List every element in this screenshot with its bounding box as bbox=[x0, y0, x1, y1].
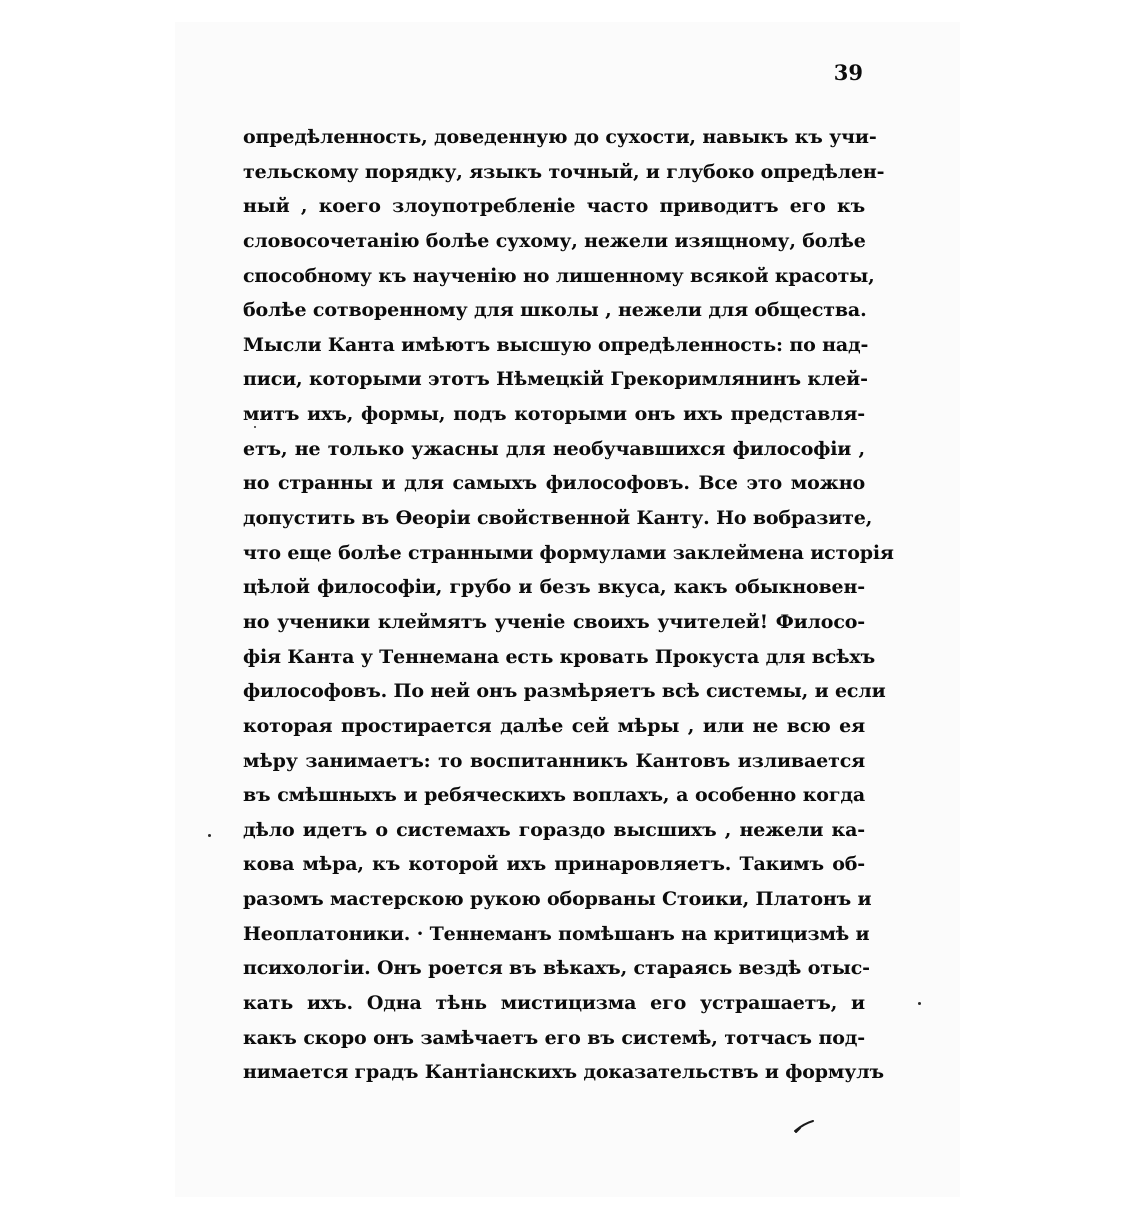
text-line: писи, которыми этотъ Нѣмецкій Грекоримлянинъ клей- bbox=[243, 368, 868, 391]
text-line: Мысли Канта имѣютъ высшую опредѣленность: по над- bbox=[243, 333, 869, 356]
text-line: тельскому порядку, языкъ точный, и глубоко опредѣлен- bbox=[243, 160, 885, 183]
text-line: дѣло идетъ о системахъ гораздо высшихъ , нежели ка- bbox=[243, 818, 865, 841]
text-line: кова мѣра, къ которой ихъ принаровляетъ. Такимъ об- bbox=[243, 853, 865, 876]
text-line: но странны и для самыхъ философовъ. Все это можно bbox=[243, 472, 865, 495]
text-line: нимается градъ Кантіанскихъ доказательствъ и формулъ bbox=[243, 1061, 884, 1084]
text-line: болѣе сотворенному для школы , нежели для общества. bbox=[243, 299, 867, 322]
text-line: философовъ. По ней онъ размѣряетъ всѣ системы, и если bbox=[243, 680, 886, 703]
text-line: ный , коего злоупотребленіе часто приводитъ его къ bbox=[243, 195, 865, 218]
text-line: опредѣленность, доведенную до сухости, навыкъ къ учи- bbox=[243, 126, 877, 148]
scan-speck bbox=[918, 1002, 921, 1005]
scan-speck bbox=[208, 834, 211, 837]
text-line: митъ ихъ, формы, подъ которыми онъ ихъ представля- bbox=[243, 403, 865, 426]
text-line: фія Канта у Теннемана есть кровать Прокуста для всѣхъ bbox=[243, 645, 876, 668]
scan-speck bbox=[254, 426, 256, 428]
text-line: которая простирается далѣе сей мѣры , или не всю ея bbox=[243, 714, 865, 737]
text-line: психологіи. Онъ роется въ вѣкахъ, стараясь вездѣ отыс- bbox=[243, 957, 870, 980]
text-line: кать ихъ. Одна тѣнь мистицизма его устрашаетъ, и bbox=[243, 992, 865, 1015]
text-line: цѣлой философіи, грубо и безъ вкуса, какъ обыкновен- bbox=[243, 576, 865, 599]
text-line: способному къ наученію но лишенному всякой красоты, bbox=[243, 264, 875, 287]
text-line: разомъ мастерскою рукою оборваны Стоики, Платонъ и bbox=[243, 888, 872, 911]
text-line: какъ скоро онъ замѣчаетъ его въ системѣ, тотчасъ под- bbox=[243, 1026, 865, 1049]
body-text bbox=[243, 120, 894, 1090]
text-line: что еще болѣе странными формулами заклеймена исторія bbox=[243, 541, 894, 564]
text-line: Неоплатоники. · Теннеманъ помѣшанъ на критицизмѣ и bbox=[243, 922, 870, 945]
text-line: но ученики клеймятъ ученіе своихъ учителей! Филосо- bbox=[243, 610, 865, 633]
text-line: допустить въ Ѳеоріи свойственной Канту. Но вобразите, bbox=[243, 507, 873, 530]
text-line: мѣру занимаетъ: то воспитанникъ Кантовъ изливается bbox=[243, 749, 865, 772]
ink-stroke-mark bbox=[793, 1118, 817, 1134]
text-line: словосочетанію болѣе сухому, нежели изящному, болѣе bbox=[243, 229, 866, 252]
text-line: етъ, не только ужасны для необучавшихся философіи , bbox=[243, 437, 865, 460]
text-line: въ смѣшныхъ и ребяческихъ воплахъ, а особенно когда bbox=[243, 784, 865, 807]
page-number: 39 bbox=[833, 60, 863, 85]
